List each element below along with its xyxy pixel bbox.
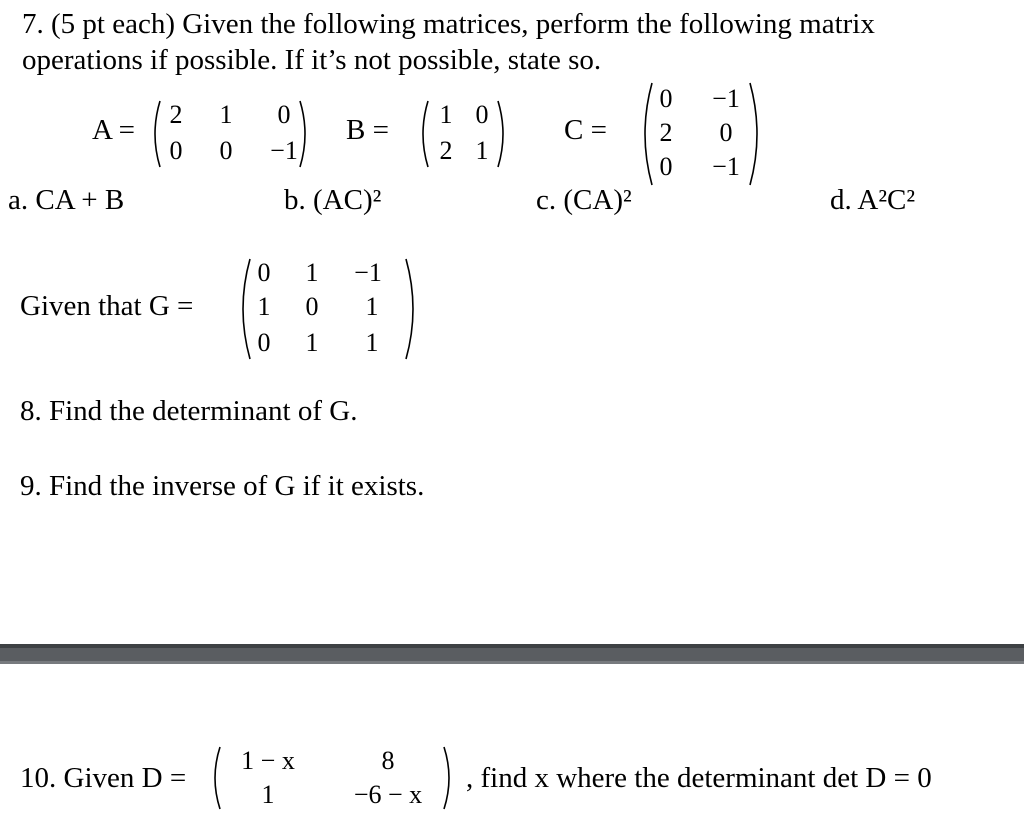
- matrix-a: [148, 98, 312, 170]
- matrix-c-cell: −1: [712, 84, 740, 113]
- left-paren: [208, 744, 222, 812]
- matrix-c-cell: 2: [659, 118, 673, 147]
- matrix-b-cell: 1: [475, 136, 489, 165]
- right-paren: [496, 98, 510, 170]
- matrix-b-cell: 0: [475, 100, 489, 129]
- matrix-b: [416, 98, 512, 170]
- q7-line2: operations if possible. If it’s not possible, state so.: [22, 44, 602, 76]
- matrix-g-cell: 1: [305, 328, 319, 357]
- matrix-b-cell: 2: [439, 136, 453, 165]
- q7-line1: 7. (5 pt each) Given the following matrices, perform the following matrix: [22, 8, 875, 40]
- part-b: b. (AC)²: [284, 184, 382, 216]
- matrix-d-cell: 1: [261, 780, 275, 809]
- matrix-d: [208, 744, 468, 812]
- matrix-a-cell: 0: [277, 100, 291, 129]
- matrix-a-label: A =: [92, 114, 135, 146]
- question-10-suffix: , find x where the determinant det D = 0: [466, 762, 932, 794]
- matrix-g-cell: 1: [305, 258, 319, 287]
- right-paren: [298, 98, 312, 170]
- section-divider: [0, 644, 1024, 664]
- matrix-a-cell: 1: [219, 100, 233, 129]
- question-9: 9. Find the inverse of G if it exists.: [20, 470, 425, 502]
- matrix-a-cell: 2: [169, 100, 183, 129]
- given-g-label: Given that G =: [20, 290, 194, 322]
- matrix-c-label: C =: [564, 114, 607, 146]
- matrix-g-cell: 1: [365, 328, 379, 357]
- right-paren: [442, 744, 456, 812]
- matrix-a-cell: 0: [169, 136, 183, 165]
- matrix-g-cell: 0: [257, 328, 271, 357]
- matrix-b-cell: 1: [439, 100, 453, 129]
- question-10-prefix: 10. Given D =: [20, 762, 187, 794]
- matrix-g-cell: 1: [365, 292, 379, 321]
- right-paren: [748, 80, 766, 188]
- matrix-g-cell: −1: [354, 258, 382, 287]
- matrix-d-cell: 8: [381, 746, 395, 775]
- matrix-b-label: B =: [346, 114, 389, 146]
- matrix-g-cell: 0: [305, 292, 319, 321]
- matrix-c: [636, 80, 768, 188]
- matrix-a-cell: −1: [270, 136, 298, 165]
- part-a: a. CA + B: [8, 184, 125, 216]
- matrix-d-cell: −6 − x: [353, 780, 423, 809]
- matrix-g-cell: 1: [257, 292, 271, 321]
- matrix-g-cell: 0: [257, 258, 271, 287]
- matrix-c-cell: 0: [719, 118, 733, 147]
- matrix-c-cell: 0: [659, 152, 673, 181]
- matrix-a-cell: 0: [219, 136, 233, 165]
- matrix-g: [234, 256, 426, 362]
- question-8: 8. Find the determinant of G.: [20, 395, 358, 427]
- matrix-c-cell: −1: [712, 152, 740, 181]
- part-c: c. (CA)²: [536, 184, 632, 216]
- matrix-c-cell: 0: [659, 84, 673, 113]
- right-paren: [404, 256, 422, 362]
- part-d: d. A²C²: [830, 184, 916, 216]
- matrix-d-cell: 1 − x: [241, 746, 295, 775]
